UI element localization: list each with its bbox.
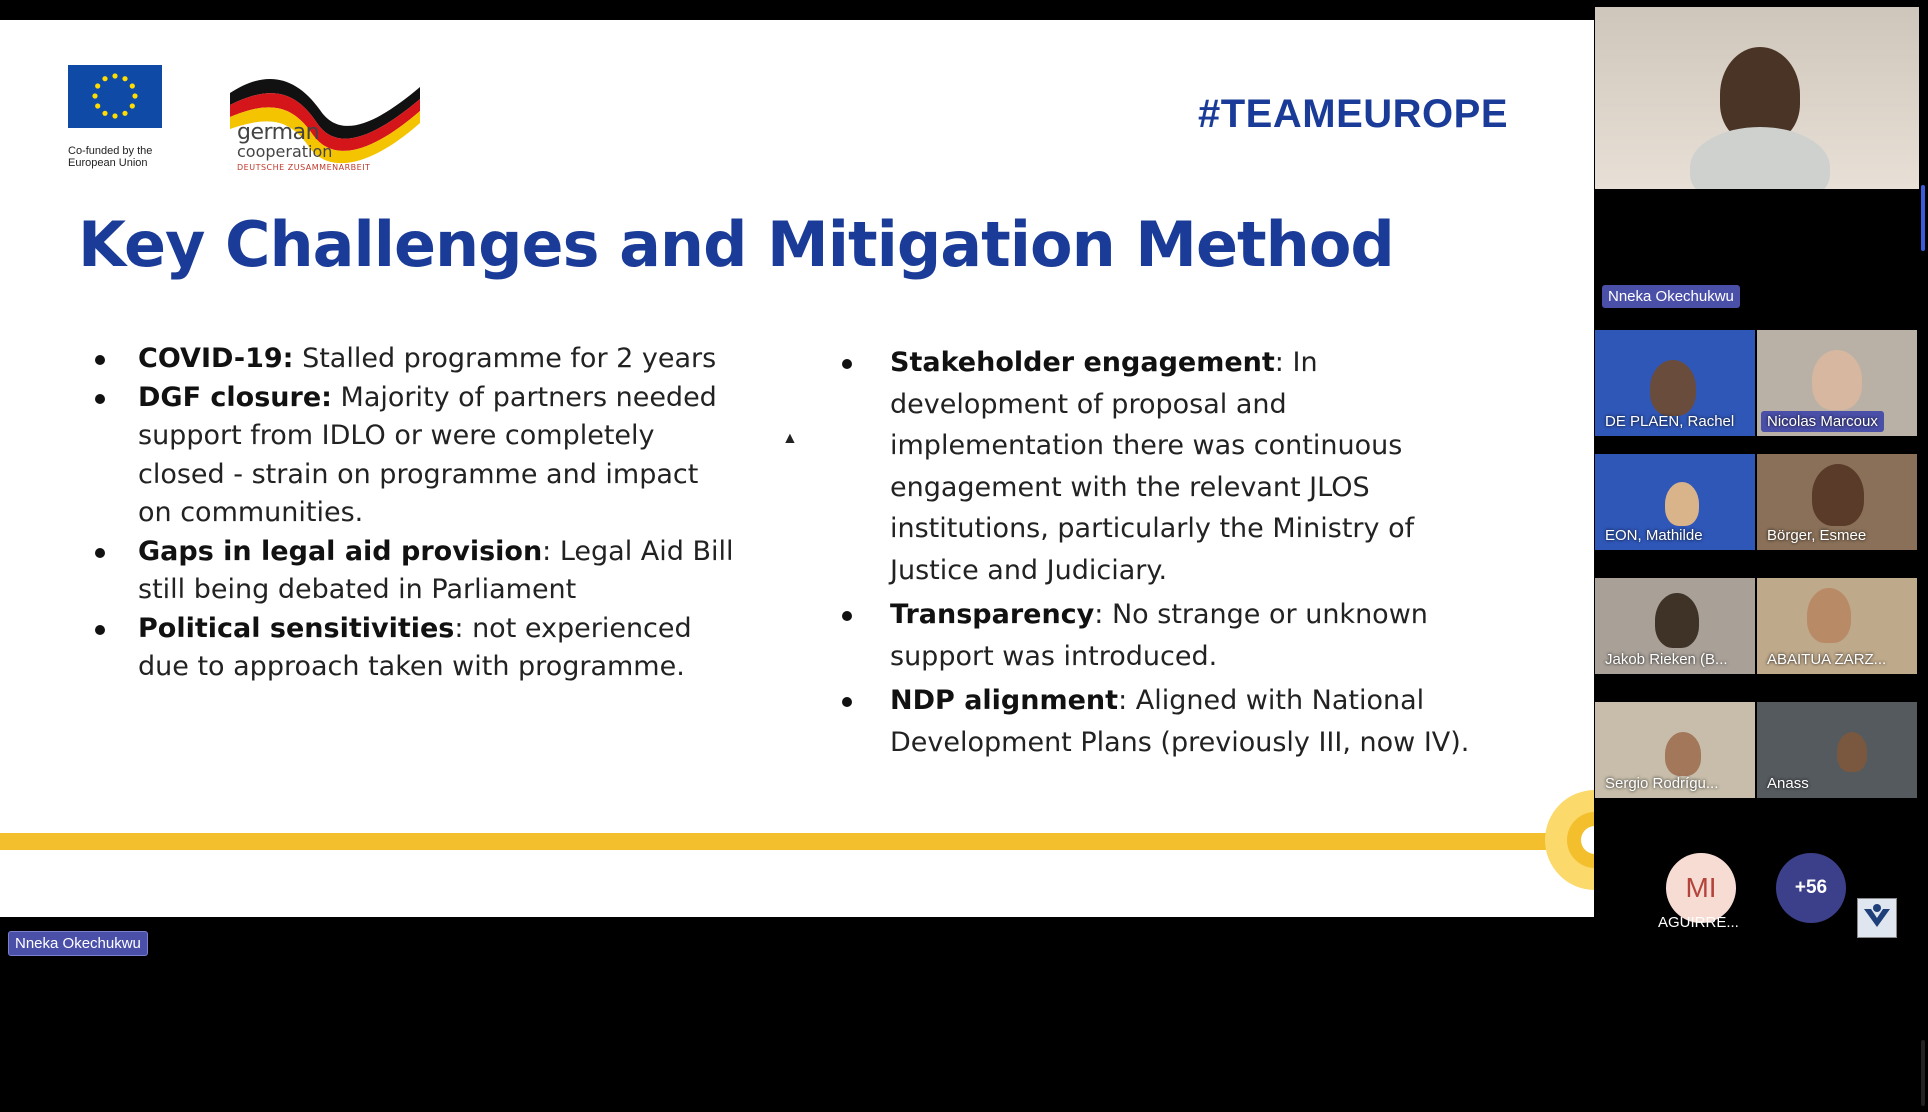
participant-tile[interactable]	[1595, 330, 1755, 436]
participant-figure	[1655, 593, 1699, 648]
gc-word-cooperation: cooperation	[237, 142, 333, 161]
bullet-text: : No strange or unknown support was introduced.	[890, 599, 1428, 672]
bullet-ndp	[842, 680, 1492, 763]
participant-name: ABAITUA ZARZ...	[1767, 651, 1887, 668]
bullet-text: : In development of proposal and implementation there was continuous engagement with the relevant JLOS institutions, particularly the Ministry of Justice and Judiciary.	[890, 347, 1415, 586]
participant-avatar-name: AGUIRRE...	[1658, 914, 1739, 931]
presenter-name-tag: Nneka Okechukwu	[8, 931, 148, 956]
main-speaker-name: Nneka Okechukwu	[1602, 285, 1740, 308]
bullet-bold: COVID-19:	[138, 343, 294, 374]
main-speaker-video[interactable]	[1595, 7, 1919, 189]
participant-avatar[interactable]: MI	[1666, 853, 1736, 923]
bullet-political	[90, 610, 740, 687]
bullet-covid	[90, 340, 740, 379]
bullet-text: : not experienced due to approach taken with programme.	[138, 612, 692, 682]
eu-caption: Co-funded by the European Union	[68, 145, 153, 169]
bullet-text: : Aligned with National Development Plans (previously III, now IV).	[890, 685, 1470, 758]
bullet-bold: NDP alignment	[890, 685, 1119, 716]
left-bullet-list	[90, 340, 740, 687]
bullet-dgf-closure	[90, 379, 740, 533]
participant-tile[interactable]	[1757, 454, 1917, 550]
slide-title: Key Challenges and Mitigation Method	[78, 208, 1394, 281]
participant-tile[interactable]	[1757, 702, 1917, 798]
bullet-transparency	[842, 594, 1492, 677]
bullet-stakeholder	[842, 342, 1492, 591]
participant-name: EON, Mathilde	[1605, 527, 1703, 544]
bullet-legal-aid	[90, 533, 740, 610]
participant-name: DE PLAEN, Rachel	[1605, 413, 1735, 430]
participant-name: Anass	[1767, 775, 1809, 792]
bullet-text: : Legal Aid Bill still being debated in Parliament	[138, 535, 734, 605]
yellow-bar	[0, 833, 1560, 850]
participant-name: Börger, Esmee	[1767, 527, 1867, 544]
participant-figure	[1812, 464, 1864, 526]
participant-name: Nicolas Marcoux	[1761, 411, 1884, 432]
participant-name: Jakob Rieken (B...	[1605, 651, 1728, 668]
bullet-text: Stalled programme for 2 years	[293, 343, 717, 374]
right-bullet-list	[842, 342, 1492, 766]
yellow-circle-decoration	[1545, 790, 1594, 890]
page-scrollbar[interactable]	[1921, 1040, 1925, 1106]
participant-figure	[1812, 350, 1862, 410]
gc-word-deutsche: DEUTSCHE ZUSAMMENARBEIT	[237, 163, 371, 172]
participant-figure	[1665, 482, 1699, 526]
bullet-bold: Gaps in legal aid provision	[138, 535, 543, 567]
participant-tile[interactable]	[1757, 330, 1917, 436]
hashtag: #TEAMEUROPE	[1198, 92, 1508, 136]
bullet-text: Majority of partners needed support from IDLO or were completely closed - strain on programme and impact on communities.	[138, 381, 717, 528]
more-participants-button[interactable]: +56	[1776, 853, 1846, 923]
participant-figure	[1807, 588, 1851, 643]
participant-figure	[1665, 732, 1701, 776]
bullet-bold: Stakeholder engagement	[890, 347, 1275, 378]
gallery-scrollbar[interactable]	[1921, 185, 1925, 251]
participant-figure	[1837, 732, 1867, 772]
bullet-bold: Political sensitivities	[138, 612, 455, 644]
participant-tile[interactable]	[1595, 702, 1755, 798]
participant-figure	[1650, 360, 1696, 416]
gc-word-german: german	[237, 120, 320, 145]
app-logo-icon[interactable]	[1857, 898, 1897, 938]
shared-slide	[0, 20, 1594, 917]
participant-tile[interactable]	[1595, 578, 1755, 674]
speaker-body	[1690, 127, 1830, 189]
bullet-bold: Transparency	[890, 599, 1095, 630]
participant-name: Sergio Rodrígu...	[1605, 775, 1719, 792]
participant-tile[interactable]	[1595, 454, 1755, 550]
participant-tile[interactable]	[1757, 578, 1917, 674]
eu-flag-logo	[68, 65, 162, 128]
mouse-cursor-icon: ▲	[782, 430, 798, 447]
bullet-bold: DGF closure:	[138, 381, 332, 413]
